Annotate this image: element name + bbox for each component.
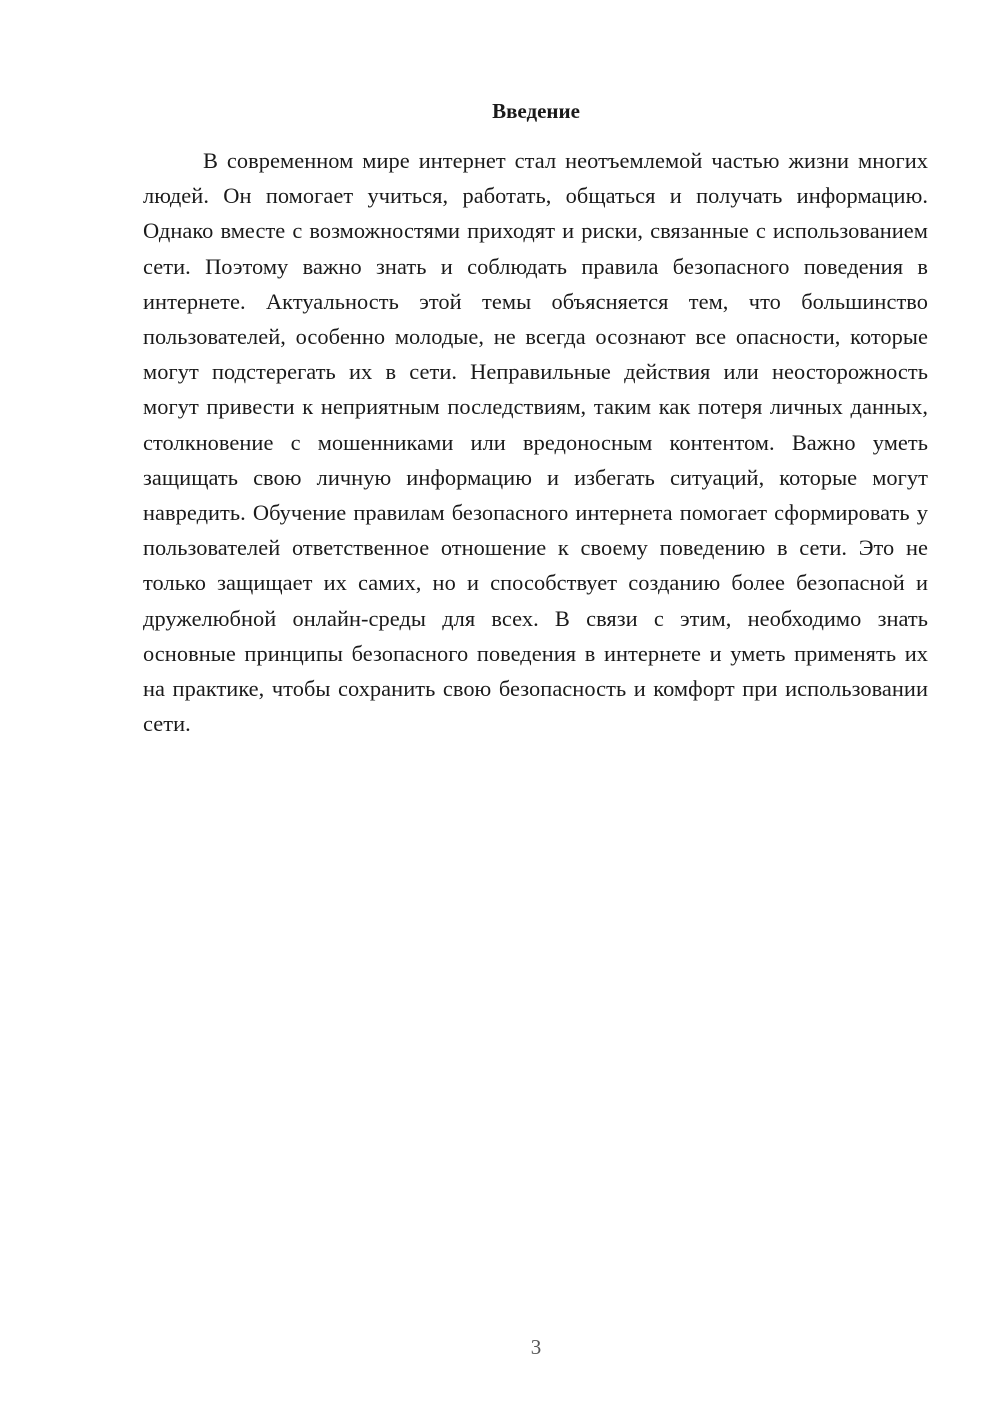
section-heading: Введение: [492, 99, 580, 123]
body-paragraph: В современном мире интернет стал неотъемлемой частью жизни многих людей. Он помогает учиться, работать, общаться и получать информацию. Однако вместе с возможностями приходят и риски, связанные с использованием сети. Поэтому важно знать и соблюдать правила безопасного поведения в интернете. Актуальность этой темы объясняется тем, что большинство пользователей, особенно молодые, не всегда осознают все опасности, которые могут подстерегать их в сети. Неправильные действия или неосторожность могут привести к неприятным последствиям, таким как потеря личных данных, столкновение с мошенниками или вредоносным контентом. Важно уметь защищать свою личную информацию и избегать ситуаций, которые могут навредить. Обучение правилам безопасного интернета помогает сформировать у пользователей ответственное отношение к своему поведению в сети. Это не только защищает их самих, но и способствует созданию более безопасной и дружелюбной онлайн-среды для всех. В связи с этим, необходимо знать основные принципы безопасного поведения в интернете и уметь применять их на практике, чтобы сохранить свою безопасность и комфорт при использовании сети.: [143, 148, 928, 737]
page-number: 3: [530, 1335, 542, 1359]
